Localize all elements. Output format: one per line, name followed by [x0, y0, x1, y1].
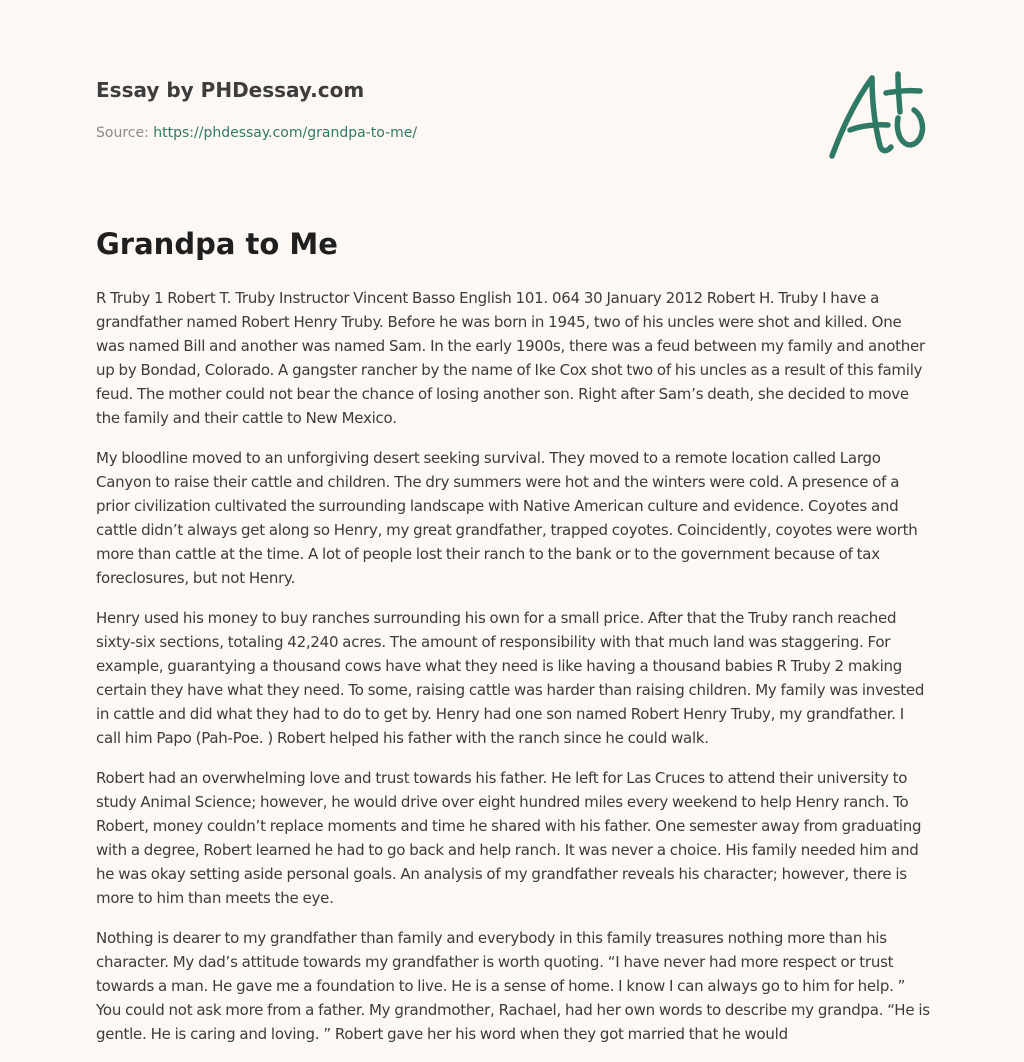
source-label: Source:: [96, 125, 154, 141]
brand-title: Essay by PHDessay.com: [96, 78, 365, 102]
essay-paragraph: Henry used his money to buy ranches surrounding his own for a small price. After that the Truby ranch reached sixty-six sections, totaling 42,240 acres. The amount of responsibility with that much land was staggering. For example, guarantying a thousand cows have what they need is like having a thousand babies R Truby 2 making certain they have what they need. To some, raising cattle was harder than raising children. My family was invested in cattle and did what they had to do to get by. Henry had one son named Robert Henry Truby, my grandfather. I call him Papo (Pah-Poe. ) Robert helped his father with the ranch since he could walk.: [96, 609, 925, 747]
essay-paragraph: Robert had an overwhelming love and trust towards his father. He left for Las Cruces to attend their university to study Animal Science; however, he would drive over eight hundred miles every weekend to help Henry ranch. To Robert, money couldn’t replace moments and time he shared with his father. One semester away from graduating with a degree, Robert learned he had to go back and help ranch. It was never a choice. His family needed him and he was okay setting aside personal goals. An analysis of my grandfather reveals his character; however, there is more to him than meets the eye.: [96, 769, 922, 907]
source-line: [96, 124, 417, 142]
essay-paragraph: R Truby 1 Robert T. Truby Instructor Vincent Basso English 101. 064 30 January 2012 Robert H. Truby I have a grandfather named Robert Henry Truby. Before he was born in 1945, two of his uncles were shot and killed. One was named Bill and another was named Sam. In the early 1900s, there was a feud between my family and another up by Bondad, Colorado. A gangster rancher by the name of Ike Cox shot two of his uncles as a result of this family feud. The mother could not bear the chance of losing another son. Right after Sam’s death, she decided to move the family and their cattle to New Mexico.: [96, 289, 925, 427]
essay-title: Grandpa to Me: [96, 227, 338, 261]
essay-paragraph: Nothing is dearer to my grandfather than family and everybody in this family treasures nothing more than his character. My dad’s attitude towards my grandfather is worth quoting. “I have never had more respect or trust towards a man. He gave me a foundation to live. He is a sense of home. I know I can always go to him for help. ” You could not ask more from a father. My grandmother, Rachael, had her own words to describe my grandpa. “He is gentle. He is caring and loving. ” Robert gave her his word when they got married that he would: [96, 929, 930, 1043]
source-link[interactable]: https://phdessay.com/grandpa-to-me/: [153, 125, 418, 141]
a-plus-logo-icon: [820, 66, 930, 166]
essay-paragraph: My bloodline moved to an unforgiving desert seeking survival. They moved to a remote location called Largo Canyon to raise their cattle and children. The dry summers were hot and the winters were cold. A presence of a prior civilization cultivated the surrounding landscape with Native American culture and evidence. Coyotes and cattle didn’t always get along so Henry, my great grandfather, trapped coyotes. Coincidently, coyotes were worth more than cattle at the time. A lot of people lost their ranch to the bank or to the government because of tax foreclosures, but not Henry.: [96, 449, 918, 587]
essay-header: [96, 76, 928, 141]
essay-body: [96, 286, 932, 1062]
